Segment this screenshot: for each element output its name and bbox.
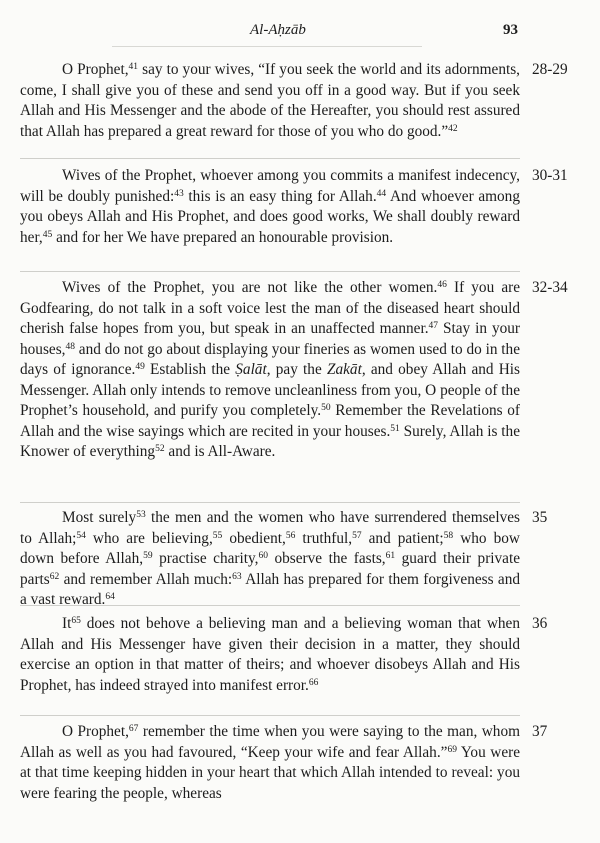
text-run: Wives of the Prophet, you are not like the other women. [62,279,438,296]
passage-divider [20,605,520,606]
footnote-marker: 45 [42,229,53,240]
footnote-marker: 59 [143,551,153,561]
passage-divider [20,158,520,159]
footnote-marker: 43 [174,188,184,199]
text-run: observe the fasts, [267,550,386,567]
verse-number: 35 [532,509,548,526]
footnote-marker: 44 [376,188,387,199]
text-run: this is an easy thing for Allah. [183,187,377,205]
text-run: Most surely [62,509,137,526]
text-run: Wives of the Prophet, whoever among you commits a manifest indecency, will be doubly punished: [20,167,520,205]
footnote-marker: 51 [390,423,400,434]
header-rule [112,46,422,47]
text-run: and for her We have prepared an honourable provision. [52,228,394,246]
footnote-marker: 49 [135,362,145,372]
footnote-marker: 55 [212,530,223,541]
italic-term: Zakāt [326,361,362,378]
passage-divider [20,715,520,716]
footnote-marker: 63 [232,571,242,582]
passage-text [20,508,520,611]
verse-number: 30-31 [532,167,568,184]
text-run: It [62,615,72,632]
footnote-marker: 48 [65,341,75,352]
page-number: 93 [503,22,518,38]
footnote-marker: 41 [128,62,139,72]
text-run: O Prophet, [62,61,129,78]
running-title: Al-Aḥzāb [250,22,306,38]
text-run: the men and the women who have surrendered themselves to Allah; [20,509,520,547]
text-run: Remember the Revelations of Allah and the wise sayings which are recited in your houses. [20,402,521,440]
footnote-marker: 62 [49,571,60,582]
text-run: say to your wives, “If you seek the world and its adornments, come, I shall give you of these and send you off in a good way. But if you seek Allah and His Messenger and the abode of the Hereafter, you should rest assured that Allah has prepared a great reward for those of you who do good.” [20,61,520,140]
footnote-marker: 47 [428,321,439,331]
text-run: obedient, [222,529,286,547]
footnote-marker: 67 [128,724,139,734]
passage-text [20,722,520,804]
text-run: who are believing, [85,529,213,547]
footnote-marker: 50 [321,403,331,413]
text-run: Stay in your houses, [20,320,521,358]
footnote-marker: 58 [443,530,454,541]
text-run: and patient; [361,529,444,547]
text-run: Allah has prepared for them forgiveness and a vast reward. [20,570,520,608]
text-run: and is All-Aware. [164,443,276,460]
passage [20,614,520,696]
passage-divider [20,271,520,272]
footnote-marker: 46 [437,280,447,290]
text-run: Establish the [144,361,236,378]
passage [20,166,520,248]
footnote-marker: 60 [258,551,268,561]
passage-text [20,60,520,142]
text-run: O Prophet, [62,723,129,740]
footnote-marker: 66 [308,677,319,688]
text-run: does not behove a believing man and a believing woman that when Allah and His Messenger have given their decision in a matter, they should exercise an option in that matter of theirs; and whoever disobeys Allah and His Prophet, has indeed strayed into manifest error. [20,615,520,694]
footnote-marker: 69 [447,744,457,755]
verse-number: 37 [532,723,548,740]
text-run: truthful, [295,529,353,547]
footnote-marker: 65 [71,616,81,626]
footnote-marker: 61 [385,551,396,561]
footnote-marker: 64 [105,592,115,602]
footnote-marker: 56 [285,530,296,541]
text-run: Surely, Allah is the Knower of everything [20,422,520,460]
passage [20,60,520,142]
passage-divider [20,502,520,503]
text-run: and do not go about displaying your fineries as women used to do in the days of ignorance. [20,340,520,378]
text-run: and remember Allah much: [59,570,233,588]
passage [20,278,520,463]
passage-text [20,166,520,248]
italic-term: Ṣalāt [235,361,267,378]
passage-text [20,278,520,463]
footnote-marker: 54 [76,530,86,541]
footnote-marker: 53 [136,510,146,520]
text-run: practise charity, [152,550,259,567]
passage [20,722,520,804]
text-run: remember the time when you were saying to the man, whom Allah as well as you had favoured, “Keep your wife and fear Allah.” [20,723,520,761]
verse-number: 32-34 [532,279,568,296]
text-run: , and obey Allah and His Messenger. Allah only intends to remove uncleanliness from you, O people of the Prophet’s household, and purify you completely. [20,361,521,419]
text-run: who bow down before Allah, [20,529,520,567]
text-run: You were at that time keeping hidden in your heart that which Allah intended to reveal: you were fearing the people, whereas [20,743,520,802]
verse-number: 36 [532,615,548,632]
passage [20,508,520,611]
footnote-marker: 52 [155,444,165,454]
passage-text [20,614,520,696]
page-header [0,22,600,44]
text-run: guard their private parts [20,550,521,588]
verse-number: 28-29 [532,61,568,78]
text-run: And whoever among you obeys Allah and His Prophet, and does good works, We shall doubly reward her, [20,187,520,246]
footnote-marker: 42 [448,123,458,134]
text-run: If you are Godfearing, do not talk in a soft voice lest the man of the diseased heart should cherish false hopes from you, but speak in an unaffected manner. [20,279,520,337]
footnote-marker: 57 [352,530,362,541]
text-run: , pay the [266,361,327,378]
